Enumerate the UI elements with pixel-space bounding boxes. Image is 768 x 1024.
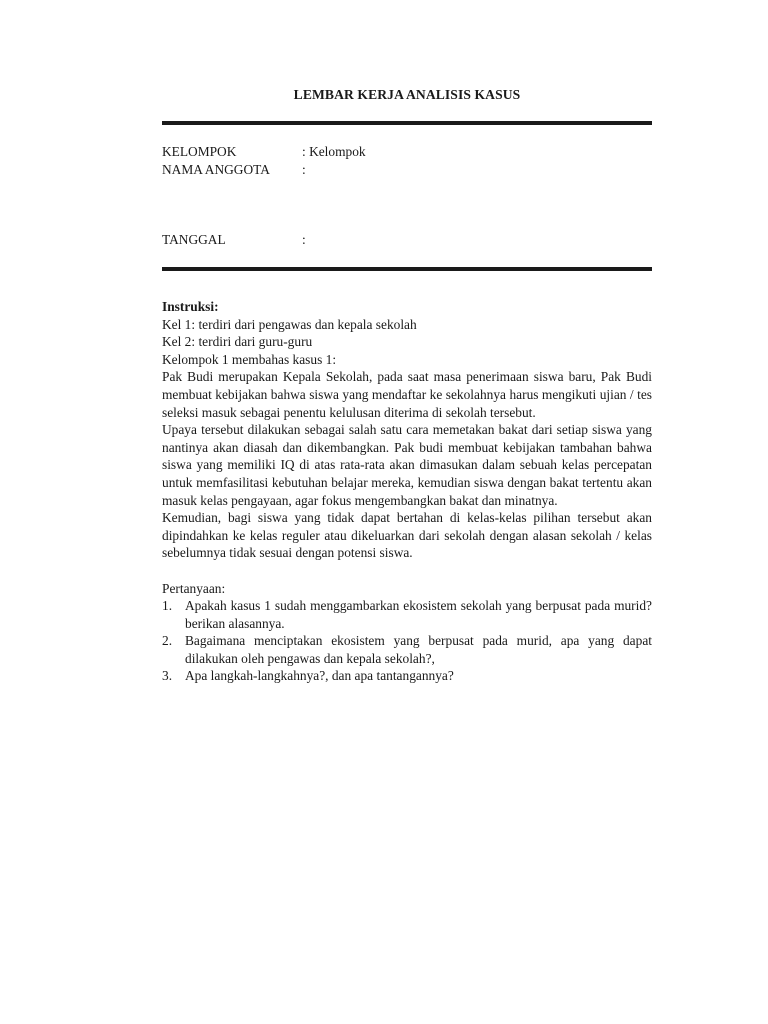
section-spacer — [162, 562, 652, 580]
bottom-divider — [162, 267, 652, 271]
top-divider — [162, 121, 652, 125]
case-paragraph: Pak Budi merupakan Kepala Sekolah, pada saat masa penerimaan siswa baru, Pak Budi membuat kebijakan bahwa siswa yang mendaftar ke sekolahnya harus mengikuti ujian / tes seleksi masuk sebagai penentu kelulusan diterima di sekolah tersebut. — [162, 369, 652, 420]
nama-anggota-label: NAMA ANGGOTA — [162, 162, 270, 177]
case-paragraph: Upaya tersebut dilakukan sebagai salah satu cara memetakan bakat dari setiap siswa yang nantinya akan diasah dan dikembangkan. Pak budi membuat kebijakan tambahan bahwa siswa yang memiliki IQ di atas rata-rata akan dimasukan dalam sebuah kelas percepatan untuk memfasilitasi kebutuhan belajar mereka, kemudian siswa dengan bakat tertentu akan masuk kelas pengayaan, agar fokus mengembangkan bakat dan minatnya. — [162, 422, 652, 508]
question-text: Bagaimana menciptakan ekosistem yang berpusat pada murid, apa yang dapat dilakukan oleh pengawas dan kepala sekolah?, — [185, 633, 652, 666]
case-assignment: Kelompok 1 membahas kasus 1: — [162, 351, 337, 367]
question-item — [162, 667, 652, 685]
group-2-description: Kel 2: terdiri dari guru-guru — [162, 334, 313, 350]
case-paragraph: Kemudian, bagi siswa yang tidak dapat bertahan di kelas-kelas pilihan tersebut akan dipindahkan ke kelas reguler atau dikeluarkan dari sekolah dengan alasan sekolah / kelas sebelumnya tidak sesuai dengan potensi siswa. — [162, 510, 652, 561]
kelompok-value: : Kelompok — [302, 144, 366, 159]
tanggal-label: TANGGAL — [162, 232, 226, 247]
page-title: LEMBAR KERJA ANALISIS KASUS — [293, 87, 521, 102]
question-number: 3. — [162, 668, 173, 684]
nama-anggota-value: : — [302, 162, 306, 177]
question-number: 2. — [162, 633, 173, 649]
questions-heading: Pertanyaan: — [162, 580, 226, 596]
group-1-description: Kel 1: terdiri dari pengawas dan kepala sekolah — [162, 316, 417, 332]
tanggal-value: : — [302, 232, 306, 247]
question-number: 1. — [162, 598, 173, 614]
questions-list — [162, 597, 652, 685]
question-item — [162, 632, 652, 667]
question-text: Apa langkah-langkahnya?, dan apa tantangannya? — [185, 668, 454, 684]
instructions-heading: Instruksi: — [162, 299, 219, 314]
question-item — [162, 597, 652, 632]
instructions-section — [162, 298, 652, 685]
kelompok-label: KELOMPOK — [162, 144, 237, 159]
question-text: Apakah kasus 1 sudah menggambarkan ekosistem sekolah yang berpusat pada murid? berikan alasannya. — [185, 598, 652, 631]
